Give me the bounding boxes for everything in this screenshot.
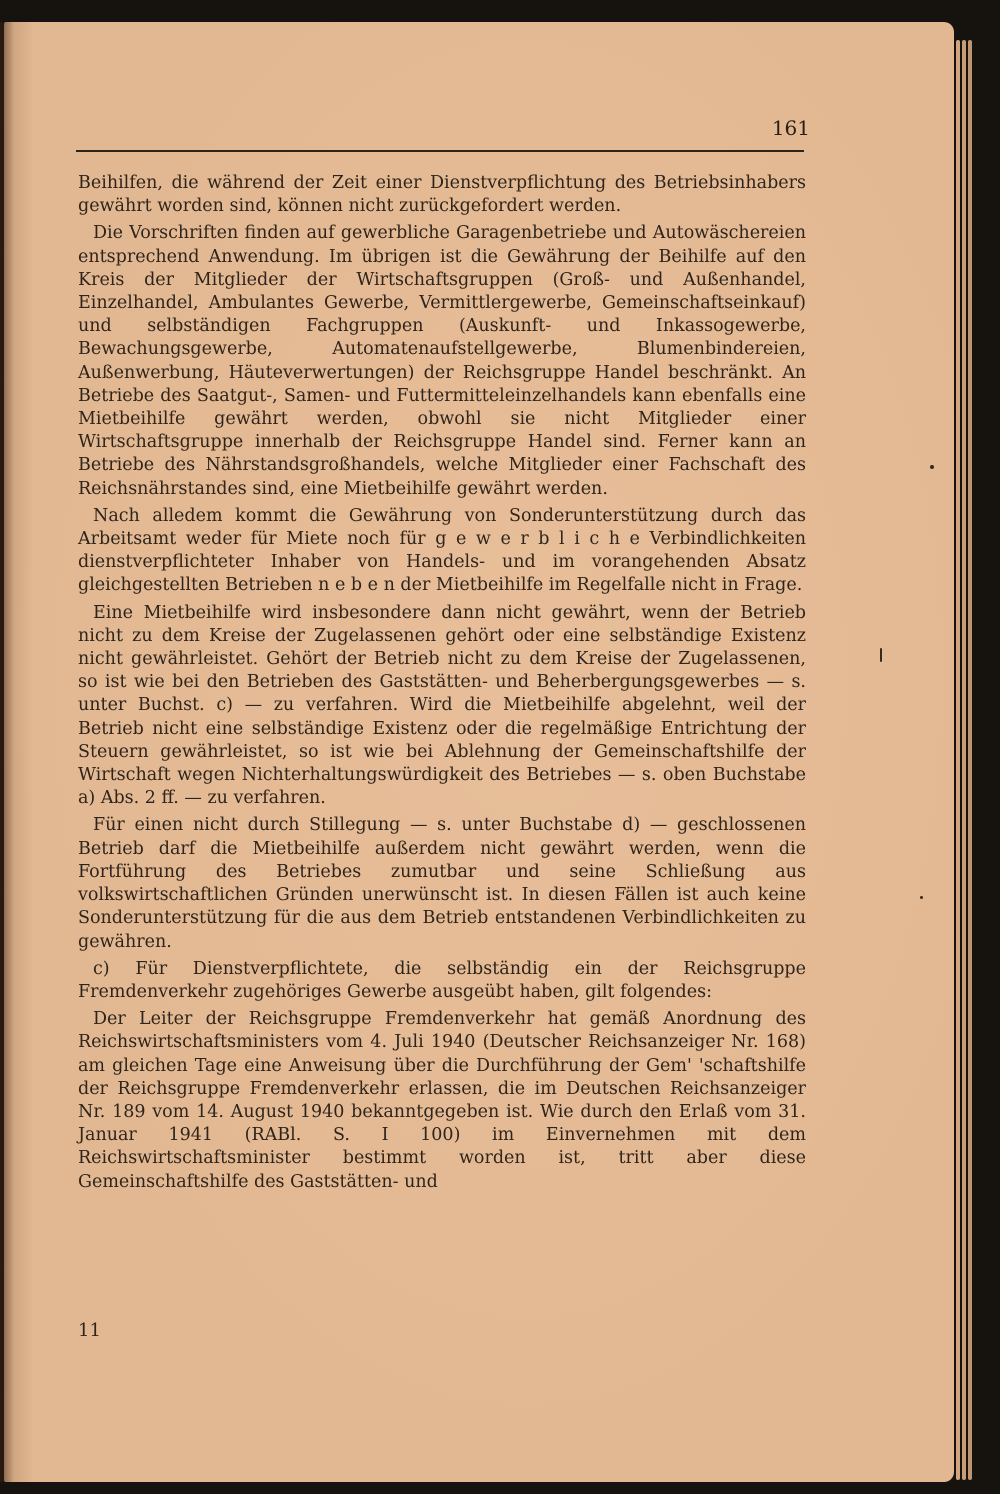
paper-speck bbox=[920, 896, 923, 899]
paragraph-section-c: c) Für Dienstverpflichtete, die selbständig ein der Reichsgruppe Fremdenverkehr zugehöriges Gewerbe ausgeübt haben, gilt folgendes: bbox=[78, 958, 806, 1002]
paragraph-garagenbetriebe: Die Vorschriften finden auf gewerbliche Garagenbetriebe und Autowäschereien entsprechend Anwendung. Im übrigen ist die Gewährung der Beihilfe auf den Kreis der Mitglieder der Wirtschaftsgruppen (Groß- und Außenhandel, Einzelhandel, Ambulantes Gewerbe, Vermittlergewerbe, Gemeinschaftseinkauf) und selbständigen Fachgruppen (Auskunft- und Inkassogewerbe, Bewachungsgewerbe, Automatenaufstellgewerbe, Blumenbindereien, Außenwerbung, Häuteverwertungen) der Reichsgruppe Handel beschränkt. An Betriebe des Saatgut-, Samen- und Futtermitteleinzelhandels kann ebenfalls eine Mietbeihilfe gewährt werden, obwohl sie nicht Mitglieder einer Wirtschaftsgruppe innerhalb der Reichsgruppe Handel sind. Ferner kann an Betriebe des Nährstandsgroßhandels, welche Mitglieder einer Fachschaft des Reichsnährstandes sind, eine Mietbeihilfe gewährt werden. bbox=[78, 223, 806, 499]
page-number: 161 bbox=[771, 116, 810, 140]
paper-mark bbox=[880, 648, 882, 662]
page-body bbox=[78, 173, 806, 1198]
paragraph-stillegung: Für einen nicht durch Stillegung — s. unter Buchstabe d) — geschlossenen Betrieb darf die Mietbeihilfe außerdem nicht gewährt werden, wenn die Fortführung des Betriebes zumutbar und seine Schließung aus volkswirtschaftlichen Gründen unerwünscht ist. In diesen Fällen ist auch keine Sonderunterstützung für die aus dem Betrieb entstandenen Verbindlichkeiten zu gewähren. bbox=[78, 815, 806, 952]
header-rule bbox=[76, 150, 804, 152]
paragraph-ablehnung: Eine Mietbeihilfe wird insbesondere dann nicht gewährt, wenn der Betrieb nicht zu dem Kreise der Zugelassenen gehört oder eine selbständige Existenz nicht gewährleistet. Gehört der Betrieb nicht zu dem Kreise der Zugelassenen, so ist wie bei den Betrieben des Gaststätten- und Beherbergungsgewerbes — s. unter Buchst. c) — zu verfahren. Wird die Mietbeihilfe abgelehnt, weil der Betrieb nicht eine selbständige Existenz oder die regelmäßige Entrichtung der Steuern gewährleistet, so ist wie bei Ablehnung der Gemeinschaftshilfe der Wirtschaft wegen Nichterhaltungswürdigkeit des Betriebes — s. oben Buchstabe a) Abs. 2 ff. — zu verfahren. bbox=[78, 602, 806, 809]
page-edge-1 bbox=[956, 40, 960, 1480]
paragraph-fremdenverkehr: Der Leiter der Reichsgruppe Fremdenverkehr hat gemäß Anordnung des Reichswirtschaftsministers vom 4. Juli 1940 (Deutscher Reichsanzeiger Nr. 168) am gleichen Tage eine Anweisung über die Durchführung der Gem' 'schaftshilfe der Reichsgruppe Fremdenverkehr erlassen, die im Deutschen Reichsanzeiger Nr. 189 vom 14. August 1940 bekanntgegeben ist. Wie durch den Erlaß vom 31. Januar 1941 (RABl. S. I 100) im Einvernehmen mit dem Reichswirtschaftsminister bestimmt worden ist, tritt aber diese Gemeinschaftshilfe des Gaststätten- und bbox=[78, 1009, 806, 1192]
gutter-shadow bbox=[0, 22, 14, 1482]
page-edge-3 bbox=[968, 40, 972, 1480]
paper-speck bbox=[930, 465, 934, 469]
signature-mark: 11 bbox=[78, 1320, 101, 1341]
page-edge-2 bbox=[962, 40, 966, 1480]
paragraph-continuation: Beihilfen, die während der Zeit einer Dienstverpflichtung des Betriebsinhabers gewährt worden sind, können nicht zurückgefordert werden. bbox=[78, 173, 806, 217]
paragraph-sonderunterstuetzung: Nach alledem kommt die Gewährung von Sonderunterstützung durch das Arbeitsamt weder für Miete noch für g e w e r b l i c h e Verbindlichkeiten dienstverpflichteter Inhaber von Handels- und im vorangehenden Absatz gleichgestellten Betrieben n e b e n der Mietbeihilfe im Regelfalle nicht in Frage. bbox=[78, 505, 806, 596]
